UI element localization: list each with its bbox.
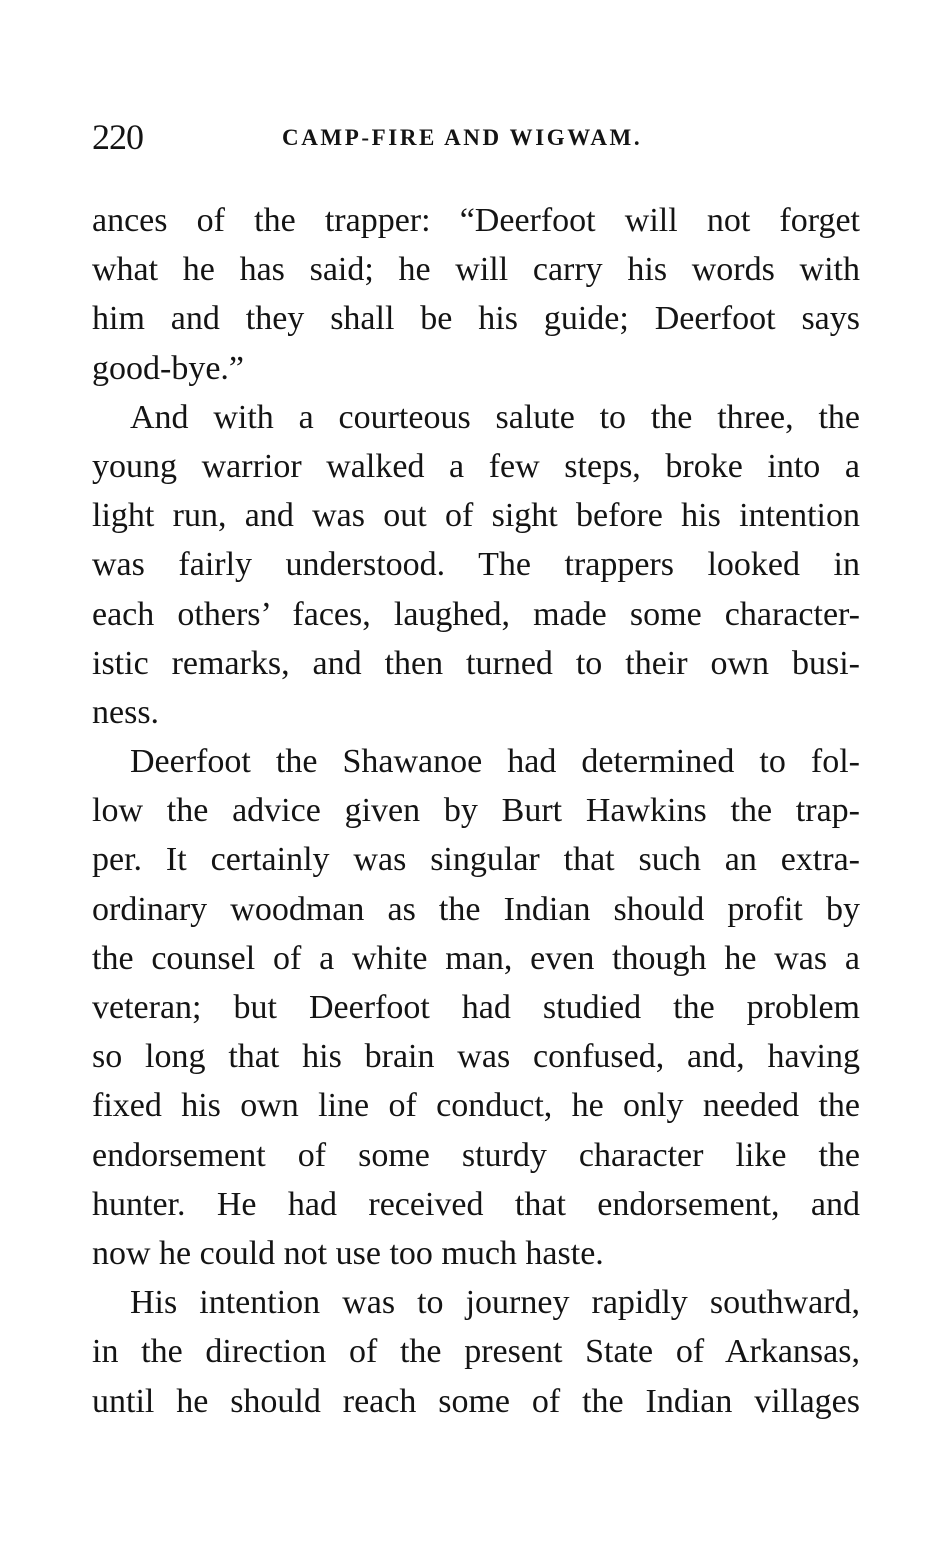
text-line: now he could not use too much haste. bbox=[92, 1234, 604, 1272]
text-line: per. It certainly was singular that such an extra- bbox=[92, 841, 860, 879]
text-line: what he has said; he will carry his words with bbox=[92, 251, 860, 289]
paragraph-2 bbox=[92, 393, 860, 737]
paragraph-1 bbox=[92, 196, 860, 393]
text-line: hunter. He had received that endorsement, and bbox=[92, 1185, 860, 1223]
text-line: the counsel of a white man, even though he was a bbox=[92, 939, 860, 977]
text-line: And with a courteous salute to the three, the bbox=[130, 398, 860, 436]
text-line: light run, and was out of sight before his intention bbox=[92, 497, 860, 535]
paragraph-4 bbox=[92, 1278, 860, 1426]
text-line: His intention was to journey rapidly southward, bbox=[130, 1284, 860, 1322]
text-line: endorsement of some sturdy character like the bbox=[92, 1136, 860, 1174]
text-line: Deerfoot the Shawanoe had determined to fol- bbox=[130, 743, 860, 781]
text-line: fixed his own line of conduct, he only needed the bbox=[92, 1087, 860, 1125]
text-line: ordinary woodman as the Indian should profit by bbox=[92, 890, 860, 928]
text-line: until he should reach some of the Indian villages bbox=[92, 1382, 860, 1420]
text-line: him and they shall be his guide; Deerfoot says bbox=[92, 300, 860, 338]
text-line: each others’ faces, laughed, made some character- bbox=[92, 595, 860, 633]
text-line: was fairly understood. The trappers looked in bbox=[92, 546, 860, 584]
paragraph-3 bbox=[92, 737, 860, 1278]
text-line: ness. bbox=[92, 693, 160, 731]
body-text bbox=[92, 196, 860, 1426]
text-line: in the direction of the present State of Arkansas, bbox=[92, 1333, 860, 1371]
page-number: 220 bbox=[92, 117, 143, 157]
text-line: ances of the trapper: “Deerfoot will not forget bbox=[92, 202, 860, 239]
text-line: good-bye.” bbox=[92, 349, 245, 387]
text-line: low the advice given by Burt Hawkins the trap- bbox=[92, 792, 860, 830]
running-head bbox=[92, 112, 862, 162]
text-line: young warrior walked a few steps, broke into a bbox=[92, 447, 860, 485]
text-line: veteran; but Deerfoot had studied the problem bbox=[92, 989, 860, 1026]
text-line: istic remarks, and then turned to their own busi- bbox=[92, 644, 860, 682]
text-line: so long that his brain was confused, and, having bbox=[92, 1038, 860, 1076]
running-title: CAMP-FIRE AND WIGWAM. bbox=[282, 125, 643, 150]
